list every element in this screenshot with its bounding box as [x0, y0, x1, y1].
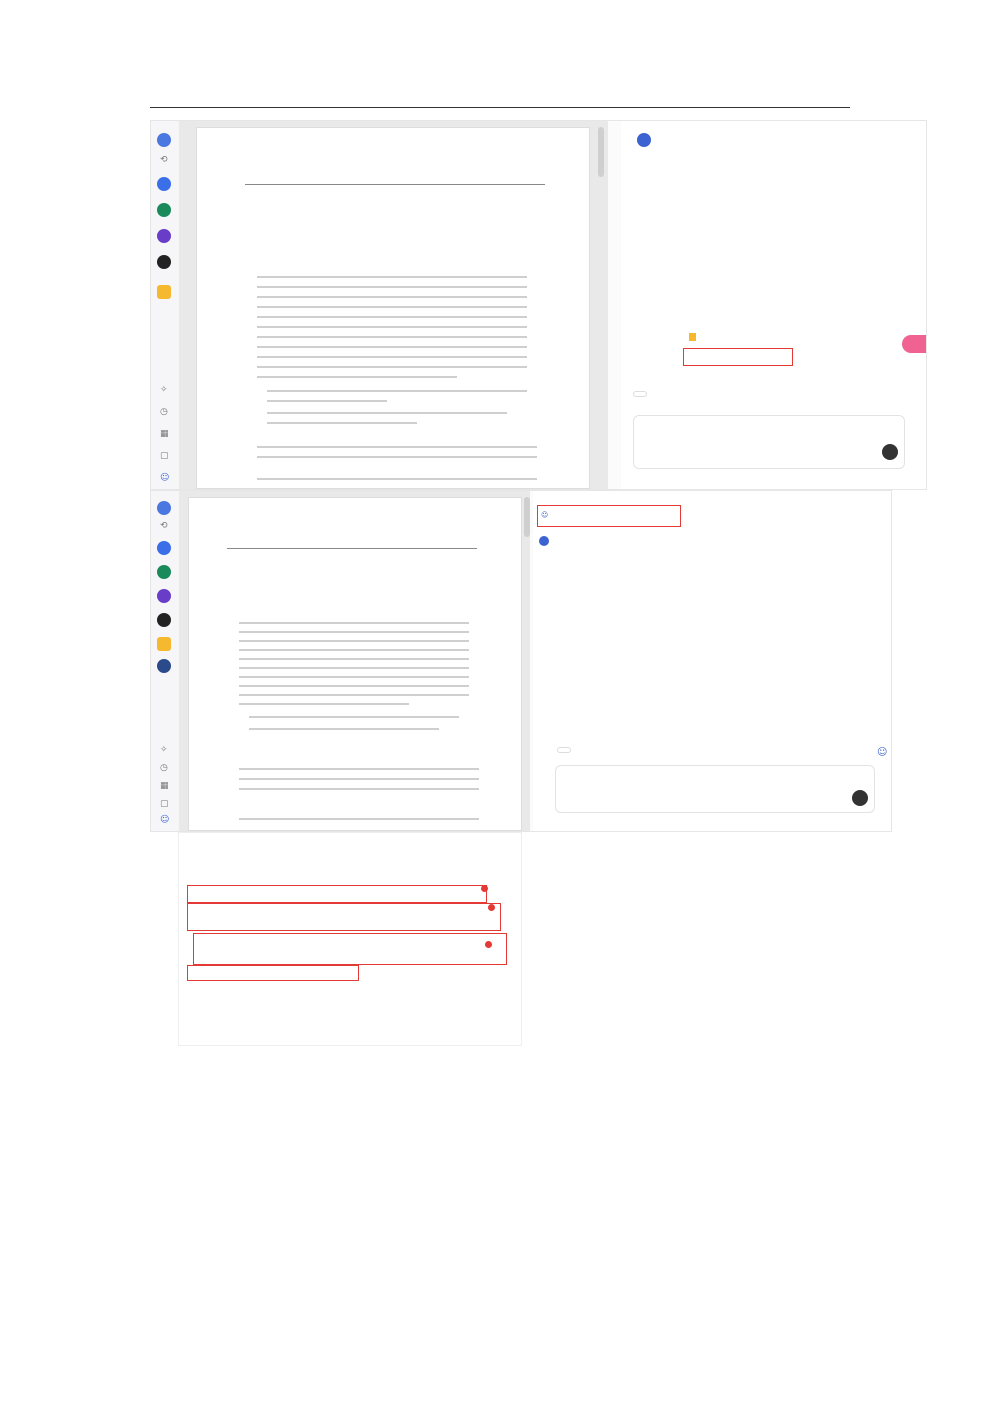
avatar-icon[interactable]: [157, 659, 171, 673]
feedback-badge[interactable]: [902, 335, 926, 353]
pdf-keywords-line: [267, 400, 387, 402]
answer-var-4: [569, 717, 879, 745]
pdf-abstract-line: [239, 640, 469, 642]
pdf-viewer: [180, 121, 608, 489]
pdf-abstract-line: [257, 316, 527, 318]
grid-icon[interactable]: ▦: [160, 781, 169, 791]
pdf-abstract-line: [257, 366, 527, 368]
marker-1: [481, 885, 488, 892]
ai-assistant-panel: [621, 121, 926, 489]
pdf-scrollbar[interactable]: [598, 127, 604, 177]
pdf-abstract-line: [239, 631, 469, 633]
pdf-body-line: [257, 446, 537, 448]
pdf-abstract-line: [239, 658, 469, 660]
pdf-abstract-line: [257, 326, 527, 328]
image-agent-icon[interactable]: [157, 229, 171, 243]
pdf-abstract-line: [257, 346, 527, 348]
search-agent-icon[interactable]: [157, 203, 171, 217]
source-text-excerpt: [180, 1056, 560, 1136]
app-sidebar: [151, 491, 180, 831]
pdf-head-rule: [227, 548, 477, 549]
pdf-abstract-line: [257, 306, 527, 308]
pdf-abstract-line: [239, 649, 469, 651]
pdf-body-line: [239, 768, 479, 770]
pdf-keywords-line: [249, 716, 459, 718]
pdf-meta-line: [267, 422, 417, 424]
pdf-body-line: [257, 456, 537, 458]
highlight-box: [683, 348, 793, 366]
clock-icon[interactable]: ◷: [160, 763, 168, 773]
user-icon[interactable]: ☺: [160, 473, 170, 483]
pdf-meta-line: [267, 412, 507, 414]
assistant-avatar-icon: [539, 536, 549, 546]
image-agent-icon[interactable]: [157, 589, 171, 603]
pdf-body-line: [239, 818, 479, 820]
highlight-box: [187, 903, 501, 931]
pdf-body-line: [239, 788, 479, 790]
pdf-keywords-line: [267, 390, 527, 392]
spark-icon[interactable]: ✧: [160, 745, 168, 755]
new-document-button[interactable]: [633, 391, 647, 397]
pdf-abstract-line: [257, 376, 457, 378]
pdf-abstract-line: [239, 694, 469, 696]
send-button[interactable]: [882, 444, 898, 460]
question-input[interactable]: [555, 765, 875, 813]
clock-icon[interactable]: ◷: [160, 407, 168, 417]
screenshot-2: [150, 490, 892, 832]
pdf-abstract-line: [239, 703, 409, 705]
pdf-abstract-line: [239, 622, 469, 624]
document-icon: [637, 133, 651, 147]
app-logo-icon[interactable]: [157, 501, 171, 515]
pdf-abstract-line: [239, 676, 469, 678]
chat-icon[interactable]: ▢: [160, 451, 169, 461]
agent-icon[interactable]: [157, 177, 171, 191]
doc-summary-icon: [689, 333, 696, 341]
pdf-abstract-line: [257, 276, 527, 278]
pdf-meta-line: [249, 728, 439, 730]
search-agent-icon[interactable]: [157, 565, 171, 579]
user-avatar-icon: ☺: [541, 511, 549, 519]
app-sidebar: [151, 121, 180, 489]
pdf-viewer: [180, 491, 530, 831]
history-icon[interactable]: ⟲: [160, 155, 168, 165]
send-button[interactable]: [852, 790, 868, 806]
pdf-abstract-line: [257, 336, 527, 338]
agent-icon[interactable]: [157, 541, 171, 555]
pdf-abstract-line: [257, 296, 527, 298]
screenshot-1: [150, 120, 927, 490]
highlight-box: [187, 965, 359, 981]
pdf-abstract-line: [239, 685, 469, 687]
highlight-box: [187, 885, 487, 903]
marker-3: [485, 941, 492, 948]
video-agent-icon[interactable]: [157, 255, 171, 269]
marker-2: [488, 904, 495, 911]
question-input[interactable]: [633, 415, 905, 469]
pdf-page: [188, 497, 522, 831]
header-divider: [150, 107, 850, 108]
smile-icon[interactable]: ☺: [877, 747, 888, 758]
highlight-box: [537, 505, 681, 527]
app-logo-icon[interactable]: [157, 133, 171, 147]
ai-chat-panel: [533, 491, 891, 831]
highlight-box: [193, 933, 507, 965]
pdf-scrollbar[interactable]: [524, 497, 530, 537]
pdf-abstract-line: [239, 667, 469, 669]
chat-icon[interactable]: ▢: [160, 799, 169, 809]
user-icon[interactable]: ☺: [160, 815, 170, 825]
new-document-button[interactable]: [557, 747, 571, 753]
folder-icon[interactable]: [157, 285, 171, 299]
history-icon[interactable]: ⟲: [160, 521, 168, 531]
pdf-abstract-line: [257, 286, 527, 288]
folder-icon[interactable]: [157, 637, 171, 651]
pdf-abstract-line: [257, 356, 527, 358]
spark-icon[interactable]: ✧: [160, 385, 168, 395]
pdf-body-line: [239, 778, 479, 780]
pdf-head-rule: [245, 184, 545, 185]
pdf-page: [196, 127, 590, 489]
research-design-snippet: [178, 832, 522, 1046]
pdf-body-line: [257, 478, 537, 480]
video-agent-icon[interactable]: [157, 613, 171, 627]
grid-icon[interactable]: ▦: [160, 429, 169, 439]
